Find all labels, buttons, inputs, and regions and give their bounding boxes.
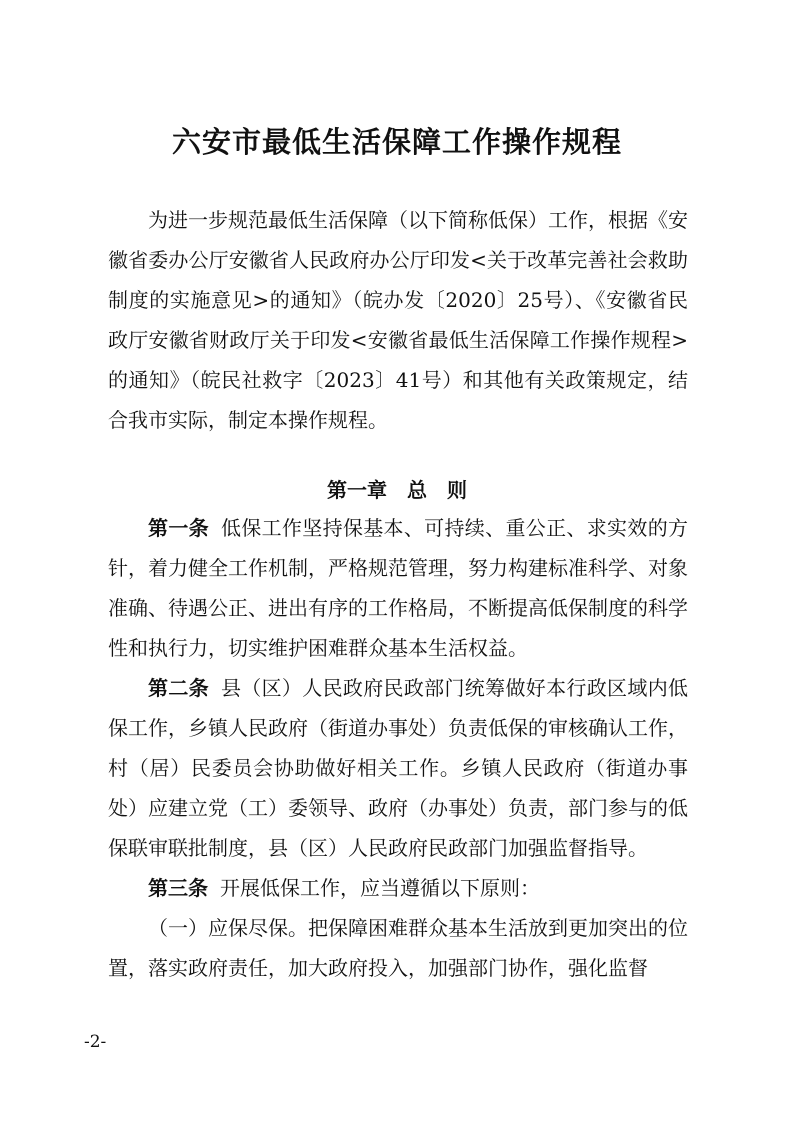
article-2-text: 县（区）人民政府民政部门统筹做好本行政区域内低保工作，乡镇人民政府（街道办事处）负责低保的审核确认工作，村（居）民委员会协助做好相关工作。乡镇人民政府（街道办事处）应建立党（工）委领导、政府（办事处）负责，部门参与的低保联审联批制度，县（区）人民政府民政部门加强监督指导。 xyxy=(108,676,689,860)
article-3 xyxy=(108,868,688,908)
page-number: -2- xyxy=(84,1032,107,1052)
article-1-text: 低保工作坚持保基本、可持续、重公正、求实效的方针，着力健全工作机制，严格规范管理，努力构建标准科学、对象准确、待遇公正、进出有序的工作格局，不断提高低保制度的科学性和执行力，切实维护困难群众基本生活权益。 xyxy=(108,516,689,660)
article-1-label: 第一条 xyxy=(148,516,209,540)
chapter-heading: 第一章 总 则 xyxy=(327,478,467,502)
articles-section xyxy=(108,508,688,988)
article-1 xyxy=(108,508,688,668)
article-3-text: 开展低保工作，应当遵循以下原则： xyxy=(220,876,540,900)
document-title: 六安市最低生活保障工作操作规程 xyxy=(171,125,622,159)
intro-paragraph: 为进一步规范最低生活保障（以下简称低保）工作，根据《安徽省委办公厅安徽省人民政府办公厅印发<关于改革完善社会救助制度的实施意见>的通知》（皖办发〔2020〕25号）、《安徽省民政厅安徽省财政厅关于印发<安徽省最低生活保障工作操作规程>的通知》（皖民社救字〔2023〕41号）和其他有关政策规定，结合我市实际，制定本操作规程。 xyxy=(108,208,688,432)
article-2 xyxy=(108,668,688,868)
intro-section xyxy=(108,200,688,440)
clause-1: （一）应保尽保。把保障困难群众基本生活放到更加突出的位置，落实政府责任，加大政府投入，加强部门协作，强化监督 xyxy=(108,916,688,980)
article-3-label: 第三条 xyxy=(148,876,208,900)
article-2-label: 第二条 xyxy=(148,676,209,700)
